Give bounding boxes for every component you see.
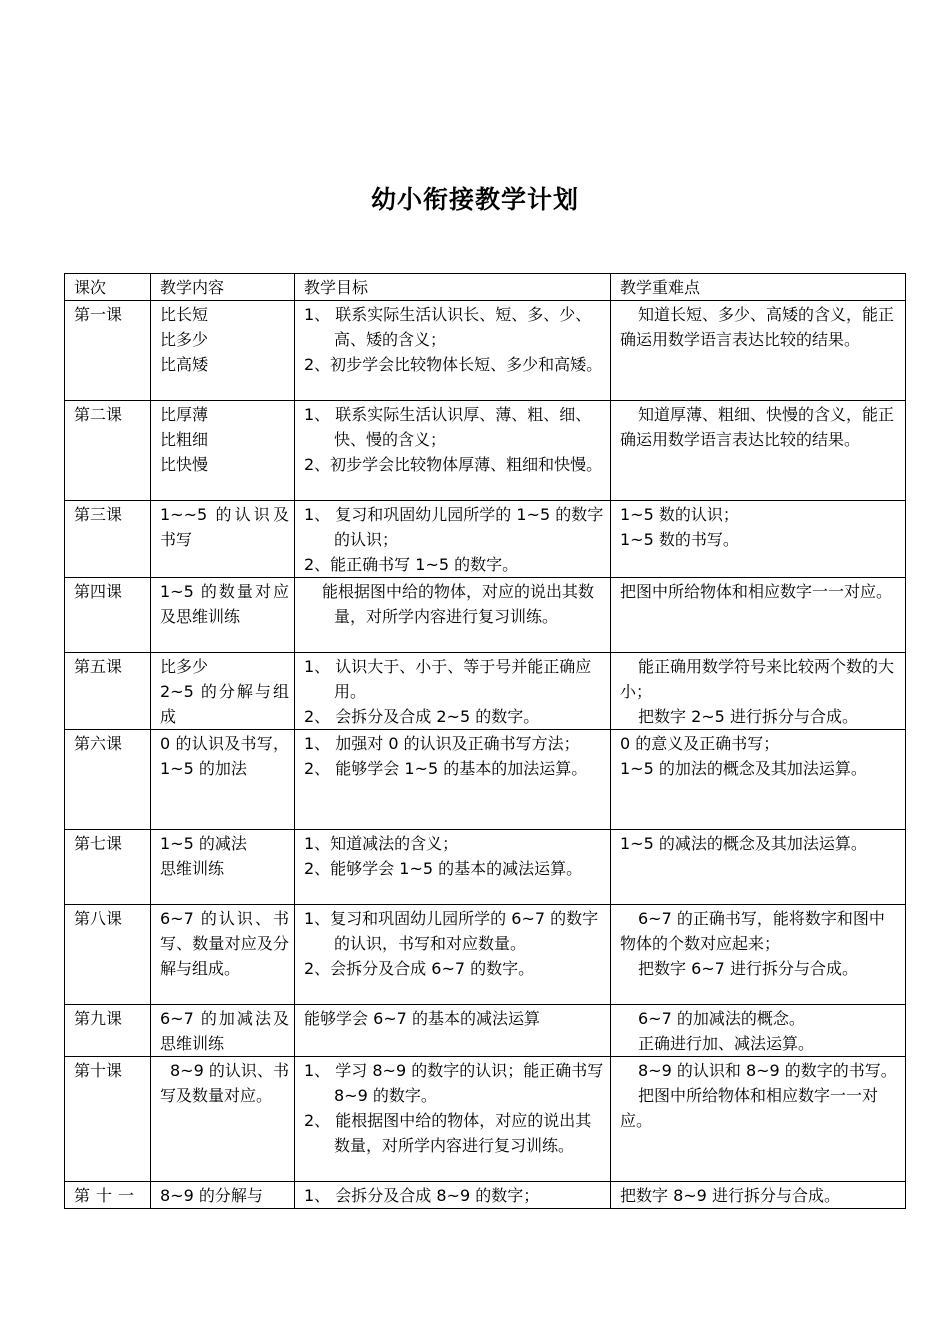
lesson-cell: 第八课 — [65, 905, 151, 1005]
key-point-item: 把数字 2~5 进行拆分与合成。 — [638, 707, 858, 726]
table-row — [65, 1182, 906, 1209]
content-line: 8~9 的分解与 — [160, 1186, 263, 1205]
content-line: 比长短 — [160, 305, 209, 324]
key-point-item: 知道长短、多少、高矮的含义，能正确运用数学语言表达比较的结果。 — [620, 305, 895, 349]
key-point-item: 能正确用数学符号来比较两个数的大小； — [620, 657, 895, 701]
lesson-cell: 第二课 — [65, 401, 151, 501]
key-point-item: 6~7 的加减法的概念。 — [638, 1009, 805, 1028]
goal-item: 2、会拆分及合成 6~7 的数字。 — [304, 959, 535, 978]
goal-item: 2、初步学会比较物体长短、多少和高矮。 — [304, 355, 603, 374]
content-cell — [151, 578, 295, 653]
key-point-item: 1~5 数的书写。 — [620, 530, 739, 549]
lesson-cell: 第一课 — [65, 301, 151, 401]
content-line: 比多少 — [160, 657, 209, 676]
header-goals: 教学目标 — [295, 274, 611, 301]
key-points-cell — [611, 578, 906, 653]
content-line: 6~7 的认识、书写、数量对应及分解与组成。 — [160, 909, 289, 978]
goal-item: 能根据图中给的物体，对应的说出其数量，对所学内容进行复习训练。 — [322, 582, 595, 626]
key-point-item: 把数字 6~7 进行拆分与合成。 — [638, 959, 858, 978]
table-row — [65, 301, 906, 401]
goals-cell — [295, 830, 611, 905]
content-cell — [151, 401, 295, 501]
lesson-plan-table — [64, 273, 906, 1209]
goal-item: 1、知道减法的含义； — [304, 834, 459, 853]
goal-item: 1、 认识大于、小于、等于号并能正确应用。 — [304, 657, 592, 701]
table-row — [65, 401, 906, 501]
table-header-row — [65, 274, 906, 301]
goal-item: 1、复习和巩固幼儿园所学的 6~7 的数字的认识，书写和对应数量。 — [304, 909, 599, 953]
goals-cell — [295, 1182, 611, 1209]
goals-cell — [295, 301, 611, 401]
content-cell — [151, 1182, 295, 1209]
content-line: 比厚薄 — [160, 405, 209, 424]
table-row — [65, 653, 906, 730]
lesson-cell: 第九课 — [65, 1005, 151, 1057]
key-points-cell — [611, 830, 906, 905]
content-line: 比高矮 — [160, 355, 209, 374]
content-line: 6~7 的加减法及思维训练 — [160, 1009, 289, 1053]
lesson-cell: 第五课 — [65, 653, 151, 730]
content-cell — [151, 1005, 295, 1057]
key-point-item: 8~9 的认识和 8~9 的数字的书写。 — [638, 1061, 897, 1080]
key-points-cell — [611, 1005, 906, 1057]
goals-cell — [295, 1057, 611, 1182]
lesson-cell: 第七课 — [65, 830, 151, 905]
content-cell — [151, 501, 295, 578]
table-row — [65, 730, 906, 830]
table-row — [65, 1005, 906, 1057]
key-points-cell — [611, 905, 906, 1005]
content-line: 比多少 — [160, 330, 209, 349]
goal-item: 1、 联系实际生活认识厚、薄、粗、细、快、慢的含义； — [304, 405, 592, 449]
goals-cell — [295, 653, 611, 730]
key-point-item: 0 的意义及正确书写； — [620, 734, 780, 753]
content-cell — [151, 905, 295, 1005]
goals-cell — [295, 730, 611, 830]
table-row — [65, 830, 906, 905]
table-row — [65, 1057, 906, 1182]
goal-item: 2、 能根据图中给的物体，对应的说出其数量，对所学内容进行复习训练。 — [304, 1111, 592, 1155]
key-point-item: 把图中所给物体和相应数字一一对应。 — [620, 582, 893, 601]
content-line: 1~5 的减法 — [160, 834, 247, 853]
content-line: 1~~5 的认识及书写 — [160, 505, 289, 549]
content-cell — [151, 653, 295, 730]
lesson-cell: 第三课 — [65, 501, 151, 578]
lesson-cell: 第十一 — [65, 1182, 151, 1209]
key-point-item: 知道厚薄、粗细、快慢的含义，能正确运用数学语言表达比较的结果。 — [620, 405, 895, 449]
content-line: 比快慢 — [160, 455, 209, 474]
lesson-cell: 第四课 — [65, 578, 151, 653]
goal-item: 1、 学习 8~9 的数字的认识；能正确书写 8~9 的数字。 — [304, 1061, 604, 1105]
table-row — [65, 578, 906, 653]
table-row — [65, 501, 906, 578]
key-point-item: 6~7 的正确书写，能将数字和图中物体的个数对应起来； — [620, 909, 885, 953]
key-point-item: 1~5 数的认识； — [620, 505, 739, 524]
goal-item: 2、 能够学会 1~5 的基本的加法运算。 — [304, 759, 588, 778]
goal-item: 2、能够学会 1~5 的基本的减法运算。 — [304, 859, 583, 878]
goal-item: 1、 复习和巩固幼儿园所学的 1~5 的数字的认识； — [304, 505, 604, 549]
key-point-item: 1~5 的减法的概念及其加法运算。 — [620, 834, 867, 853]
key-points-cell — [611, 653, 906, 730]
key-points-cell — [611, 730, 906, 830]
lesson-cell: 第十课 — [65, 1057, 151, 1182]
content-line: 1~5 的数量对应及思维训练 — [160, 582, 289, 626]
lesson-cell: 第六课 — [65, 730, 151, 830]
goal-item: 1、 联系实际生活认识长、短、多、少、高、矮的含义； — [304, 305, 592, 349]
goals-cell — [295, 905, 611, 1005]
goal-item: 2、 会拆分及合成 2~5 的数字。 — [304, 707, 540, 726]
content-line: 2~5 的分解与组成 — [160, 682, 289, 726]
table-row — [65, 905, 906, 1005]
goals-cell — [295, 501, 611, 578]
content-cell — [151, 1057, 295, 1182]
goal-item: 1、 会拆分及合成 8~9 的数字； — [304, 1186, 540, 1205]
key-points-cell — [611, 401, 906, 501]
key-points-cell — [611, 1057, 906, 1182]
content-line: 8~9 的认识、书写及数量对应。 — [160, 1061, 289, 1105]
goals-cell — [295, 578, 611, 653]
goals-cell — [295, 401, 611, 501]
content-cell — [151, 730, 295, 830]
key-point-item: 把图中所给物体和相应数字一一对应。 — [620, 1086, 879, 1130]
goals-cell — [295, 1005, 611, 1057]
key-point-item: 1~5 的加法的概念及其加法运算。 — [620, 759, 867, 778]
header-content: 教学内容 — [151, 274, 295, 301]
content-line: 比粗细 — [160, 430, 209, 449]
key-points-cell — [611, 501, 906, 578]
goal-item: 能够学会 6~7 的基本的减法运算 — [304, 1009, 540, 1028]
key-points-cell — [611, 1182, 906, 1209]
header-lesson: 课次 — [65, 274, 151, 301]
page-title: 幼小衔接教学计划 — [370, 185, 579, 214]
header-key-points: 教学重难点 — [611, 274, 906, 301]
content-cell — [151, 301, 295, 401]
key-point-item: 把数字 8~9 进行拆分与合成。 — [620, 1186, 840, 1205]
goal-item: 2、初步学会比较物体厚薄、粗细和快慢。 — [304, 455, 603, 474]
content-cell — [151, 830, 295, 905]
goal-item: 1、 加强对 0 的认识及正确书写方法； — [304, 734, 580, 753]
key-point-item: 正确进行加、减法运算。 — [638, 1034, 815, 1053]
content-line: 思维训练 — [160, 859, 225, 878]
goal-item: 2、能正确书写 1~5 的数字。 — [304, 555, 519, 574]
content-line: 0 的认识及书写， 1~5 的加法 — [160, 734, 289, 778]
key-points-cell — [611, 301, 906, 401]
